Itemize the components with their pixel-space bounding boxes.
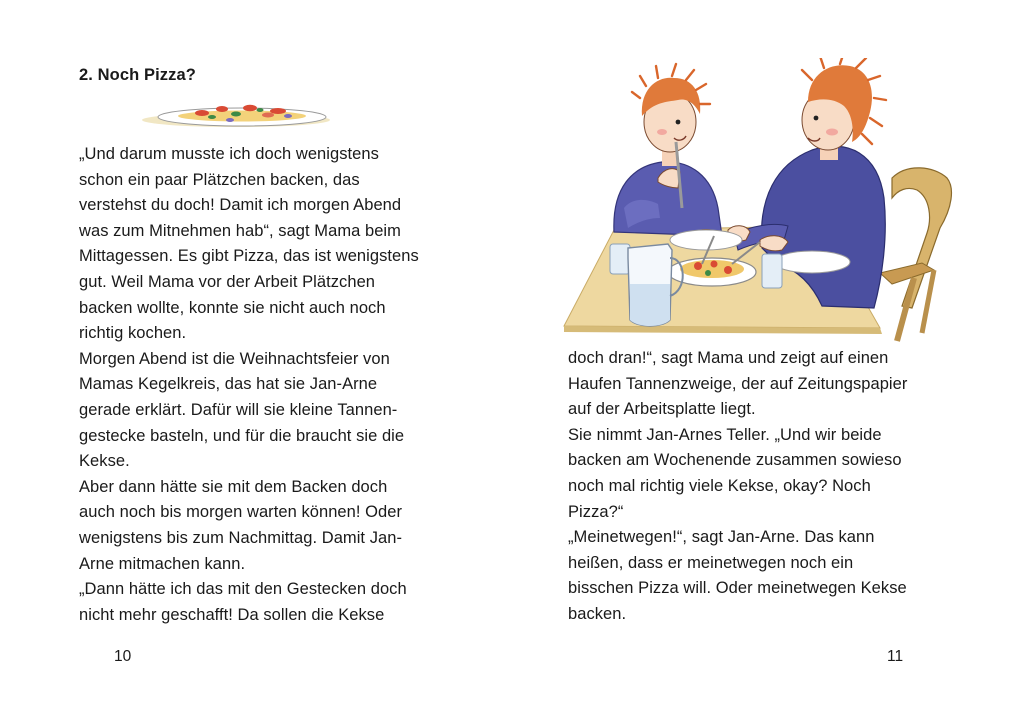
right-body-text bbox=[568, 346, 907, 628]
text-line: backen am Wochenende zusammen sowieso bbox=[568, 451, 902, 470]
page-number-left: 10 bbox=[114, 648, 132, 665]
text-line: Kekse. bbox=[79, 452, 130, 471]
text-line: doch dran!“, sagt Mama und zeigt auf einen bbox=[568, 349, 889, 367]
left-body-text bbox=[79, 142, 419, 628]
chapter-title: 2. Noch Pizza? bbox=[79, 66, 196, 84]
text-line: was zum Mitnehmen hab“, sagt Mama beim bbox=[79, 221, 401, 240]
text-line: backen wollte, konnte sie nicht auch noch bbox=[79, 298, 386, 317]
text-line: „Dann hätte ich das mit den Gestecken doch bbox=[79, 580, 407, 599]
text-line: verstehst du doch! Damit ich morgen Abend bbox=[79, 196, 402, 215]
text-line: auch noch bis morgen warten können! Oder bbox=[79, 503, 403, 522]
text-line: „Und darum musste ich doch wenigstens bbox=[79, 145, 379, 163]
text-line: schon ein paar Plätzchen backen, das bbox=[79, 170, 360, 189]
page-number-right: 11 bbox=[887, 648, 904, 665]
text-line: Haufen Tannenzweige, der auf Zeitungspapier bbox=[568, 374, 908, 393]
text-line: Morgen Abend ist die Weihnachtsfeier von bbox=[79, 349, 390, 368]
text-line: Arne mitmachen kann. bbox=[79, 554, 246, 573]
text-line: gut. Weil Mama vor der Arbeit Plätzchen bbox=[79, 272, 376, 291]
text-line: nicht mehr geschafft! Da sollen die Kekse bbox=[79, 605, 385, 624]
text-line: wenigstens bis zum Nachmittag. Damit Jan- bbox=[79, 528, 403, 547]
text-line: heißen, dass er meinetwegen noch ein bbox=[568, 553, 854, 572]
text-line: Mamas Kegelkreis, das hat sie Jan-Arne bbox=[79, 375, 378, 394]
text-line: gestecke basteln, und für die braucht sie die bbox=[79, 426, 405, 445]
pizza-plate-icon bbox=[138, 100, 330, 130]
text-line: Mittagessen. Es gibt Pizza, das ist wenigstens bbox=[79, 247, 419, 266]
mother-and-boy-eating-pizza-illustration bbox=[562, 58, 956, 344]
boy-figure bbox=[614, 64, 722, 240]
text-line: „Meinetwegen!“, sagt Jan-Arne. Das kann bbox=[568, 528, 875, 547]
text-line: richtig kochen. bbox=[79, 324, 187, 343]
text-line: bisschen Pizza will. Oder meinetwegen Kekse bbox=[568, 579, 907, 598]
text-line: noch mal richtig viele Kekse, okay? Noch bbox=[568, 476, 871, 495]
text-line: Aber dann hätte sie mit dem Backen doch bbox=[79, 477, 388, 496]
chair-icon bbox=[880, 168, 951, 341]
text-line: gerade erklärt. Dafür will sie kleine Tannen- bbox=[79, 400, 398, 419]
text-line: Sie nimmt Jan-Arnes Teller. „Und wir beide bbox=[568, 425, 882, 444]
text-line: auf der Arbeitsplatte liegt. bbox=[568, 400, 756, 419]
text-line: Pizza?“ bbox=[568, 502, 624, 521]
text-line: backen. bbox=[568, 604, 627, 623]
